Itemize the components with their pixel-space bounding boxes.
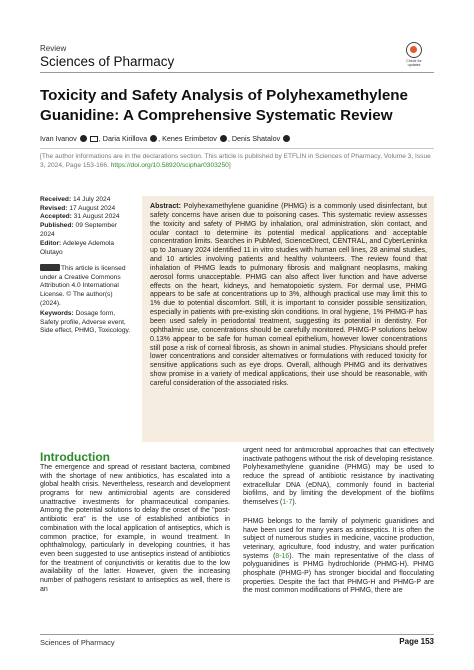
article-title: Toxicity and Safety Analysis of Polyhexamethylene Guanidine: A Comprehensive Systematic Review bbox=[40, 87, 408, 124]
orcid-icon[interactable] bbox=[150, 135, 157, 142]
doi-link[interactable]: https://doi.org/10.58920/sciphar0303250 bbox=[110, 162, 229, 170]
paragraph: urgent need for antimicrobial approaches that can effectively inactivate pathogens without the risk of developing resistance. Polyhexamethylene guanidine (PHMG) may be used to reduce the spread of antibiotic resistance by inactivating extracellular DNA (eDNA), commonly found in bacterial biofilms, and by limiting the development of the biofilms themselves (1-7). bbox=[243, 447, 434, 507]
author-name[interactable]: Ivan Ivanov bbox=[40, 134, 77, 143]
citation-link[interactable]: 8-16 bbox=[275, 552, 290, 560]
citation-link[interactable]: 1-7 bbox=[282, 499, 293, 507]
publication-note: [The author informations are in the declarations section. This article is published by ETFLIN in Sciences of Pharmacy, Volume 3, Issue 3, 2024, Page 153-166. https://doi.org/10.58920/sciphar0303250] bbox=[40, 153, 431, 170]
author-name[interactable]: Kenes Erimbetov bbox=[162, 134, 217, 143]
author-list: Ivan Ivanov , Daria Kirillova , Kenes Erimbetov , Denis Shatalov bbox=[40, 134, 440, 143]
abstract-box bbox=[142, 196, 434, 442]
header-divider bbox=[40, 72, 434, 73]
check-for-updates-badge[interactable] bbox=[400, 42, 428, 72]
abstract-text: Polyhexamethylene guanidine (PHMG) is a commonly used disinfectant, but safety concerns have arisen due to poisoning cases. This systematic review assesses the toxicity and safety of PHMG by inhalation, oral administration, skin contact, and ocular contact to determine its potential medical applications and acceptable concentration limits. Searches in PubMed, ScienceDirect, CENTRAL, and CyberLeninka up to January 2024 identified 11 in vitro studies with human cell lines, 28 animal studies, and 10 articles involving patients and healthy volunteers. The review found that inhalation of PHMG leads to pulmonary fibrosis and malignant neoplasms, making aerosol forms unacceptable. PHMG can also affect liver function and have adverse effects on the heart, kidneys, and hematopoietic system. For dermal use, PHMG appears to be safe at concentrations up to 3%, although practical use may limit this to 1% due to potential discomfort. Still, it is important to consider possible sensitization, especially in patients with pre-existing skin conditions. In oral hygiene, 1% PHMG-P has been used safely in periodontal treatment, suggesting its potential in dentistry. For ophthalmic use, concentrations should be carefully monitored. PHMG-P solutions below 0.13% appear to be safe for human corneal epithelium, however lower concentrations still pose a risk of corneal fibrosis, as shown in animal studies. Physicians should prefer lower concentrations and consider alternatives or formulations with reduced toxicity for sensitive applications such as eye drops. Overall, although PHMG and its derivatives show promise in a variety of medical applications, their use should be reasonable, with careful consideration of the associated risks. bbox=[150, 203, 427, 387]
journal-name: Sciences of Pharmacy bbox=[40, 54, 175, 69]
badge-text: Check for updates bbox=[406, 59, 422, 67]
author-name[interactable]: Denis Shatalov bbox=[231, 134, 281, 143]
authors-divider bbox=[40, 148, 434, 149]
orcid-icon[interactable] bbox=[80, 135, 87, 142]
footer-journal: Sciences of Pharmacy bbox=[40, 638, 115, 647]
intro-column-right bbox=[243, 447, 434, 642]
intro-column-left: The emergence and spread of resistant bacteria, combined with the shortage of new antibiotics, has escalated into a global health crisis. Nevertheless, research and development programs for new antimicrobial agents are considered unattractive investments for pharmaceutical companies. Among the potential solutions to delay the onset of the "post-antibiotic era" is the use of established antibiotics in combination with the local application of antiseptics, which is common practice, for example, in wound treatment. In ophthalmology, particularly in developing countries, it has even been suggested to use antiseptics instead of antibiotics for the treatment of conjunctivitis or keratitis due to the low availability of the latter. However, given the increasing number of pathogens resistant to antiseptics as well, there is an bbox=[40, 464, 230, 593]
email-icon[interactable] bbox=[90, 136, 98, 142]
keywords: Keywords: Dosage form, Safety profile, Adverse event, Side effect, PHMG, Toxicology. bbox=[40, 310, 131, 335]
check-updates-icon bbox=[406, 42, 422, 58]
creative-commons-icon[interactable] bbox=[40, 264, 60, 271]
orcid-icon[interactable] bbox=[220, 135, 227, 142]
abstract-label: Abstract: bbox=[150, 203, 181, 210]
paragraph: PHMG belongs to the family of polymeric guanidines and have been used for many years as antiseptics. It is often the subject of numerous studies in medicine, vaccine production, veterinary, agriculture, food industry, and water purification systems (8-16). The main representative of the class of polyguanidines is PHMG hydrochloride (PHMG-H). PHMG phosphate (PHMG-P) has stronger biocidal and flocculating properties. Despite the fact that PHMG-H and PHMG-P are the most common modifications of PHMG, there are bbox=[243, 517, 434, 595]
footer-divider bbox=[40, 634, 434, 635]
section-heading-introduction: Introduction bbox=[40, 450, 110, 464]
article-dates: Received: 14 July 2024 Revised: 17 August 2024 Accepted: 31 August 2024 Published: 09 September 2024 bbox=[40, 196, 120, 238]
orcid-icon[interactable] bbox=[283, 135, 290, 142]
author-name[interactable]: Daria Kirillova bbox=[102, 134, 148, 143]
article-type: Review bbox=[40, 44, 67, 53]
page-number: Page 153 bbox=[399, 637, 434, 646]
editor-info: Editor: Adeleye Ademola Olutayo bbox=[40, 240, 115, 256]
license-info: This article is licensed under a Creative Commons Attribution 4.0 International License. © The author(s) (2024). bbox=[40, 265, 126, 307]
